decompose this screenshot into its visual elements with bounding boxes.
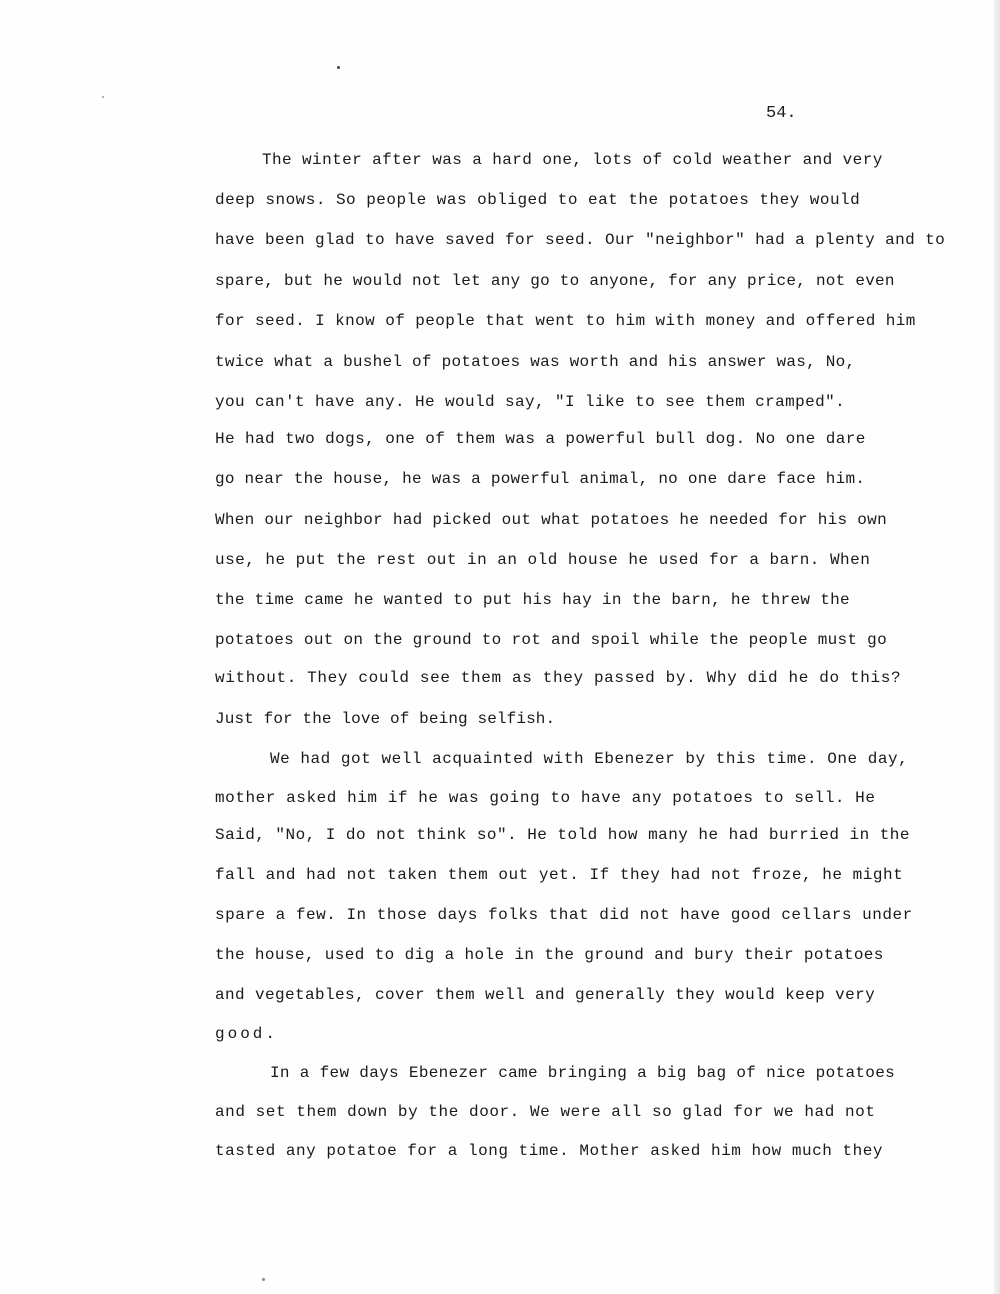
text-line: good. xyxy=(215,1025,279,1043)
text-line: without. They could see them as they passed by. Why did he do this? xyxy=(215,669,902,687)
page-edge-shadow xyxy=(994,0,1000,1294)
text-line: the time came he wanted to put his hay in the barn, he threw the xyxy=(215,591,850,609)
page-number: 54. xyxy=(766,104,797,123)
text-line: The winter after was a hard one, lots of cold weather and very xyxy=(262,151,883,169)
text-line: In a few days Ebenezer came bringing a big bag of nice potatoes xyxy=(270,1064,896,1082)
text-line: go near the house, he was a powerful animal, no one dare face him. xyxy=(215,470,866,488)
text-line: fall and had not taken them out yet. If they had not froze, he might xyxy=(215,866,904,884)
text-line: twice what a bushel of potatoes was worth and his answer was, No, xyxy=(215,353,856,371)
text-line: Said, "No, I do not think so". He told how many he had burried in the xyxy=(215,826,910,844)
text-line: the house, used to dig a hole in the ground and bury their potatoes xyxy=(215,946,884,964)
text-line: potatoes out on the ground to rot and spoil while the people must go xyxy=(215,631,887,649)
text-line: deep snows. So people was obliged to eat the potatoes they would xyxy=(215,191,861,209)
text-line: We had got well acquainted with Ebenezer by this time. One day, xyxy=(270,750,909,768)
text-line: tasted any potatoe for a long time. Mother asked him how much they xyxy=(215,1142,884,1160)
ink-speck xyxy=(102,96,104,98)
text-line: you can't have any. He would say, "I like to see them cramped". xyxy=(215,393,846,411)
ink-speck xyxy=(337,66,340,69)
text-line: spare, but he would not let any go to anyone, for any price, not even xyxy=(215,272,895,290)
text-line: and set them down by the door. We were all so glad for we had not xyxy=(215,1103,876,1121)
text-line: for seed. I know of people that went to him with money and offered him xyxy=(215,312,916,330)
text-line: Just for the love of being selfish. xyxy=(215,710,556,728)
ink-speck xyxy=(262,1278,265,1281)
text-line: and vegetables, cover them well and generally they would keep very xyxy=(215,986,876,1004)
text-line: use, he put the rest out in an old house he used for a barn. When xyxy=(215,551,871,569)
text-line: When our neighbor had picked out what potatoes he needed for his own xyxy=(215,511,887,529)
text-line: mother asked him if he was going to have any potatoes to sell. He xyxy=(215,789,876,807)
text-line: He had two dogs, one of them was a powerful bull dog. No one dare xyxy=(215,430,866,448)
text-line: spare a few. In those days folks that did not have good cellars under xyxy=(215,906,913,924)
text-line: have been glad to have saved for seed. Our "neighbor" had a plenty and to xyxy=(215,231,946,249)
